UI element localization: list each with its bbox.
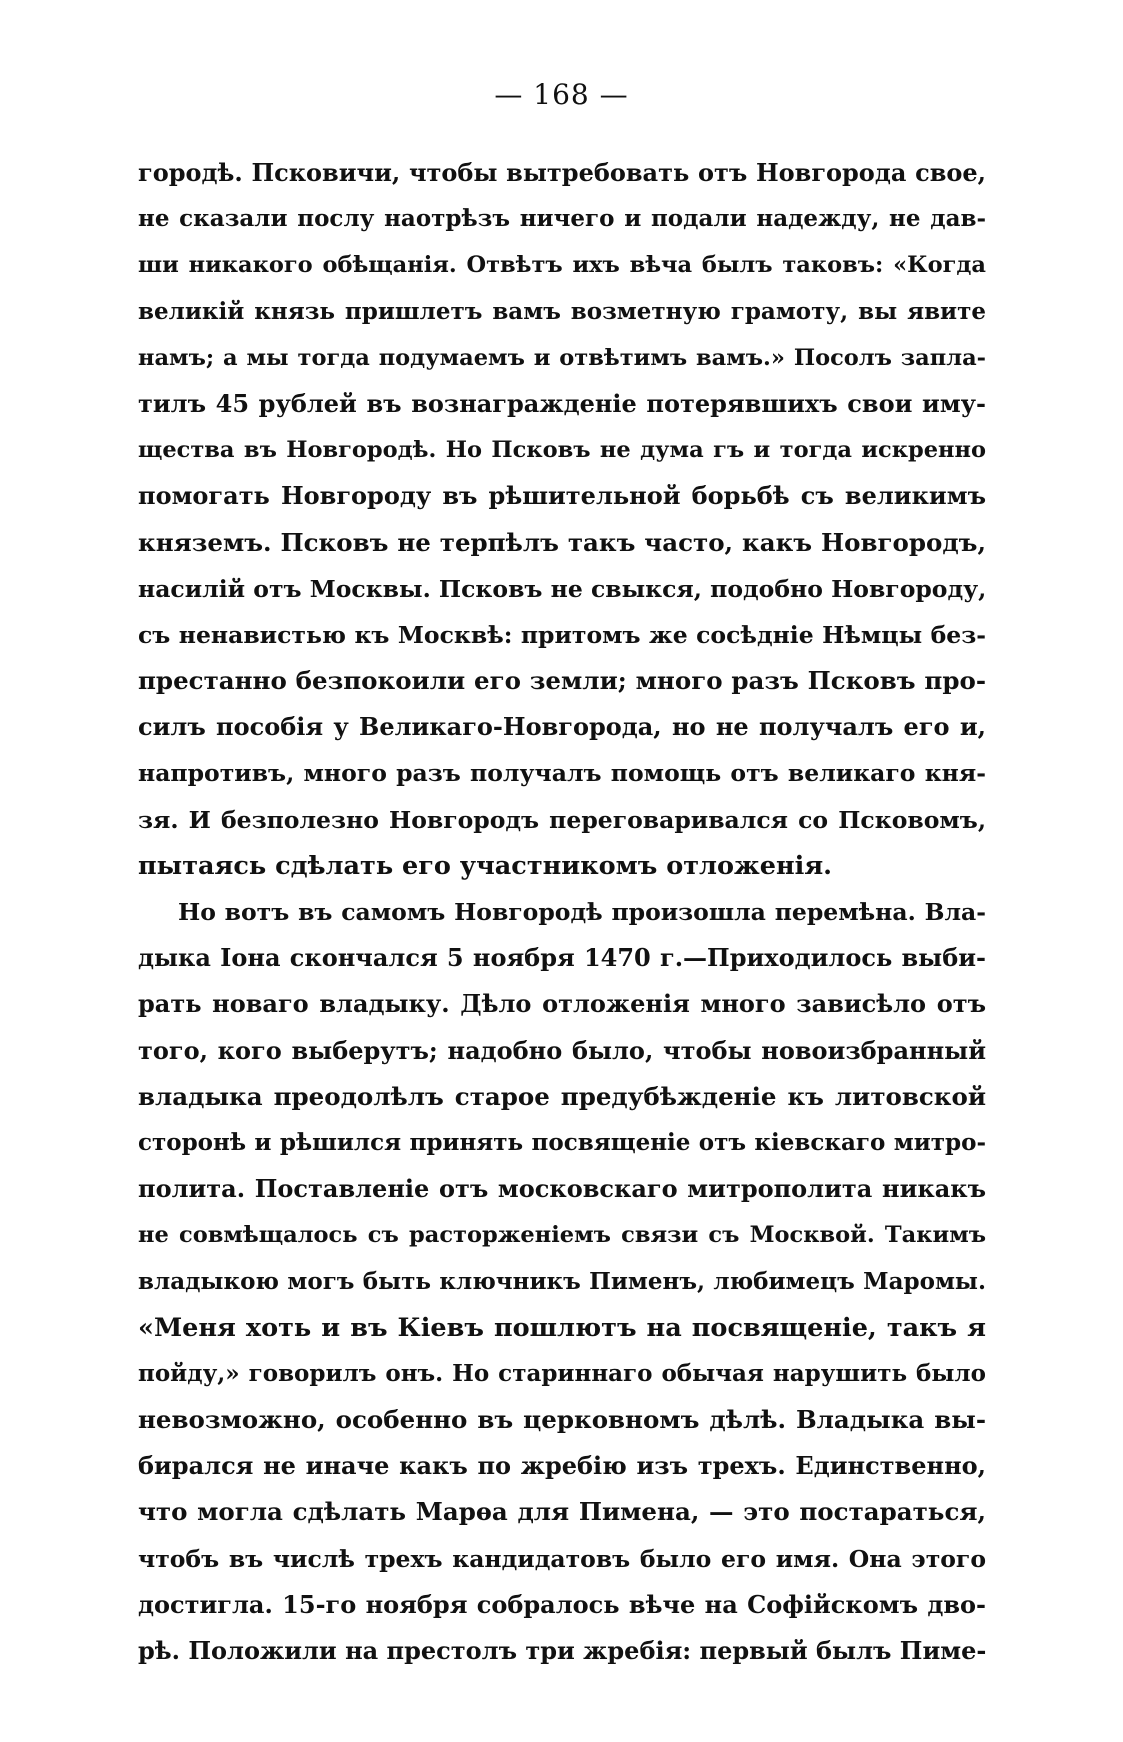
text-line: невозможно, особенно въ церковномъ дѣлѣ. Владыка вы- (138, 1405, 986, 1435)
text-line: помогать Новгороду въ рѣшительной борьбѣ съ великимъ (138, 481, 986, 511)
text-line: съ ненавистью къ Москвѣ: притомъ же сосѣдніе Нѣмцы без- (138, 620, 986, 649)
text-line: полита. Поставленіе отъ московскаго митрополита никакъ (138, 1174, 986, 1204)
text-line: дыка Іона скончался 5 ноября 1470 г.—Приходилось выби- (138, 943, 986, 973)
text-line: того, кого выберутъ; надобно было, чтобы новоизбранный (138, 1035, 986, 1065)
text-line: не сказали послу наотрѣзъ ничего и подали надежду, не дав- (138, 205, 986, 233)
text-line: напротивъ, много разъ получалъ помощь отъ великаго кня- (138, 759, 986, 788)
text-line: щества въ Новгородѣ. Но Псковъ не дума гъ и тогда искренно (138, 437, 986, 464)
text-line: тилъ 45 рублей въ вознагражденіе потерявшихъ свои иму- (138, 388, 986, 418)
text-line: княземъ. Псковъ не терпѣлъ такъ часто, какъ Новгородъ, (138, 527, 986, 557)
text-line: не совмѣщалось съ расторженіемъ связи съ Москвой. Такимъ (138, 1222, 986, 1249)
text-line: ши никакого обѣщанія. Отвѣтъ ихъ вѣча былъ таковъ: «Когда (138, 252, 986, 279)
text-line: владыкою могъ быть ключникъ Пименъ, любимецъ Маромы. (138, 1267, 986, 1295)
text-line: городѣ. Псковичи, чтобы вытребовать отъ Новгорода свое, (138, 158, 986, 187)
page-number: — 168 — (494, 78, 629, 111)
text-line: достигла. 15-го ноября собралось вѣче на Софійскомъ дво- (138, 1589, 986, 1619)
body-text (138, 150, 986, 1674)
text-line: великій князь пришлетъ вамъ возметную грамоту, вы явите (138, 297, 986, 325)
text-line: рѣ. Положили на престолъ три жребія: первый былъ Пиме- (138, 1636, 986, 1665)
text-line: «Меня хоть и въ Кіевъ пошлютъ на посвященіе, такъ я (138, 1312, 986, 1343)
text-line: владыка преодолѣлъ старое предубѣжденіе къ литовской (138, 1081, 986, 1111)
text-line: пойду,» говорилъ онъ. Но стариннаго обычая нарушить было (138, 1359, 986, 1387)
text-line: что могла сдѣлать Марѳа для Пимена, — это постараться, (138, 1497, 986, 1527)
text-line: силъ пособія у Великаго-Новгорода, но не получалъ его и, (138, 712, 986, 742)
text-line: намъ; а мы тогда подумаемъ и отвѣтимъ вамъ.» Посолъ запла- (138, 344, 986, 371)
text-line: Но вотъ въ самомъ Новгородѣ произошла перемѣна. Вла- (178, 898, 986, 926)
text-line: пытаясь сдѣлать его участникомъ отложенія. (138, 850, 833, 881)
text-line: зя. И безполезно Новгородъ переговаривался со Псковомъ, (138, 805, 986, 834)
text-line: насилій отъ Москвы. Псковъ не свыкся, подобно Новгороду, (138, 574, 986, 603)
text-line: чтобъ въ числѣ трехъ кандидатовъ было его имя. Она этого (138, 1544, 986, 1573)
text-line: престанно безпокоили его земли; много разъ Псковъ про- (138, 666, 986, 696)
text-line: рать новаго владыку. Дѣло отложенія много зависѣло отъ (138, 989, 986, 1019)
text-line: бирался не иначе какъ по жребію изъ трехъ. Единственно, (138, 1451, 986, 1481)
text-line: сторонѣ и рѣшился принять посвященіе отъ кіевскаго митро- (138, 1128, 986, 1156)
